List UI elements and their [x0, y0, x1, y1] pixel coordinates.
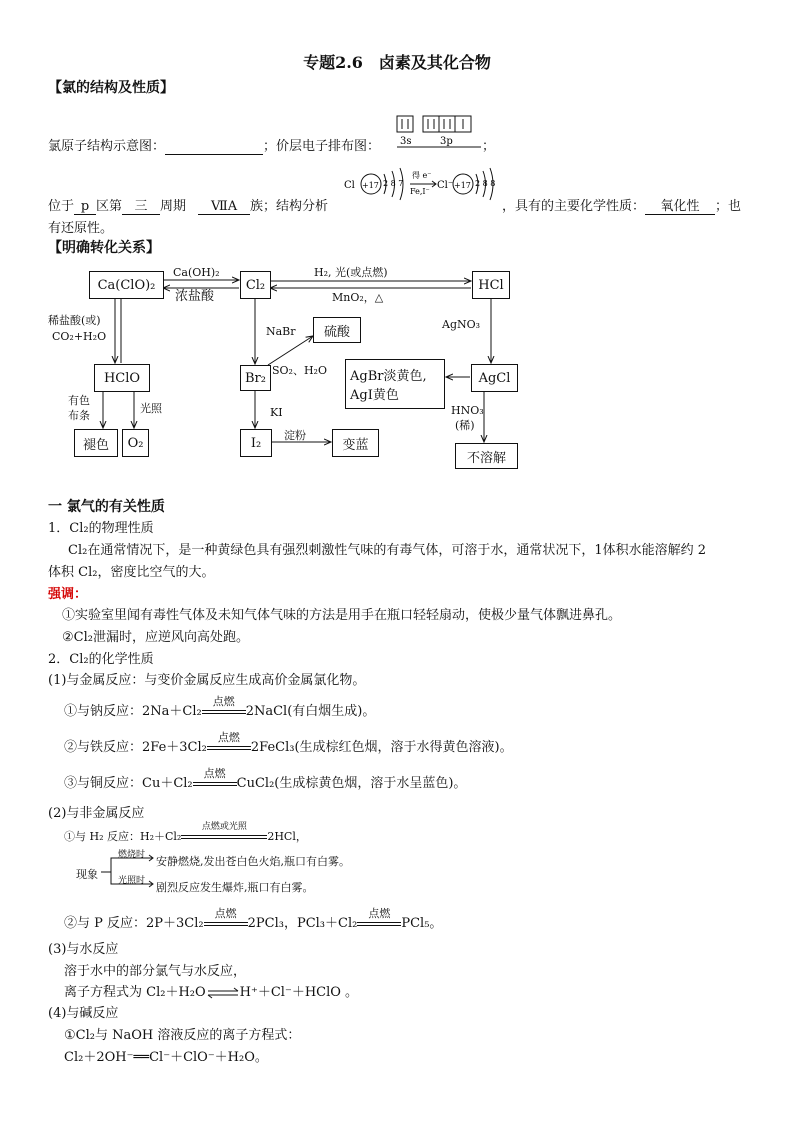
node-calcium-hypochlorite: Ca(ClO)₂	[89, 271, 164, 299]
label-starch: 淀粉	[284, 429, 306, 442]
section-header-conversion: 【明确转化关系】	[48, 240, 160, 256]
hydrogen-reactants: ①与 H₂ 反应：H₂＋Cl₂	[64, 830, 182, 843]
label-co2-h2o: CO₂+H₂O	[52, 330, 107, 343]
conversion-diagram	[0, 0, 794, 470]
emphasis-label: 强调：	[48, 587, 88, 602]
nucleus-label: +17	[362, 181, 379, 190]
node-agbr-agi	[345, 359, 445, 409]
block-answer: p	[74, 199, 96, 215]
heading-metal-reaction: (1)与金属反应：与变价金属反应生成高价金属氯化物。	[48, 673, 366, 688]
node-sulfuric-acid: 硫酸	[313, 317, 361, 343]
diagram-prompt: 氯原子结构示意图：	[48, 139, 166, 154]
node-faded: 褪色	[74, 429, 118, 457]
section-header-structure: 【氯的结构及性质】	[48, 80, 174, 96]
node-hcl: HCl	[472, 271, 510, 299]
condition-ignite: 点燃	[217, 731, 240, 744]
reaction-iron	[64, 731, 513, 755]
light-condition: 光照时	[118, 876, 146, 886]
phosphorus-reactants: ②与 P 反应：2P＋3Cl₂	[64, 916, 204, 931]
atom-label: Cl	[344, 180, 355, 191]
reaction-condition	[207, 731, 251, 755]
hydrogen-products: 2HCl，	[267, 830, 307, 843]
orbital-3s-label: 3s	[400, 136, 412, 147]
reaction-copper	[64, 767, 467, 791]
reaction-condition	[204, 907, 248, 931]
atom-shells: 2 8 7	[383, 179, 404, 188]
reaction-condition	[357, 907, 401, 931]
condition-ignite: 点燃	[368, 907, 391, 920]
equilibrium-arrow	[206, 987, 240, 999]
label-colored: 有色	[68, 394, 90, 407]
water-reactants: 离子方程式为 Cl₂＋H₂O	[64, 985, 206, 1000]
condition-ignite: 点燃	[212, 695, 235, 708]
reaction-sodium	[64, 695, 376, 719]
condition-ignite-or-light: 点燃或光照	[201, 822, 247, 832]
text-group: 族；结构分析	[250, 199, 329, 214]
water-text-2	[64, 981, 358, 1000]
heading-chlorine-properties: 一 氯气的有关性质	[48, 499, 165, 515]
reaction-phosphorus	[64, 907, 443, 931]
node-insoluble: 不溶解	[455, 443, 518, 469]
physical-text-1: Cl₂在通常情况下，是一种黄绿色具有强烈刺激性气味的有毒气体，可溶于水，通常状况下，1体积水能溶解约 2	[68, 543, 706, 558]
period-answer: 三	[122, 195, 160, 215]
label-conc-hcl: 浓盐酸	[175, 289, 215, 304]
reaction-condition	[202, 695, 246, 719]
light-phenomenon: 剧烈反应发生爆炸,瓶口有白雾。	[156, 881, 314, 894]
node-oxygen: O₂	[122, 429, 149, 457]
label-dilute: (稀)	[455, 419, 475, 432]
label-ki: KI	[270, 406, 283, 419]
label-hno3: HNO₃	[451, 404, 484, 417]
ion-nucleus-label: +17	[454, 181, 471, 190]
base-text-1: ①Cl₂与 NaOH 溶液反应的离子方程式：	[64, 1028, 301, 1043]
reaction-condition	[181, 822, 267, 843]
structure-line-3: 有还原性。	[48, 221, 114, 236]
text-period: 周期	[160, 199, 187, 214]
label-caoh2: Ca(OH)₂	[173, 266, 220, 279]
sodium-reactants: ①与钠反应：2Na＋Cl₂	[64, 704, 202, 719]
label-mno2: MnO₂，△	[332, 291, 384, 304]
water-products: H⁺＋Cl⁻＋HClO 。	[239, 985, 359, 1000]
heading-base-reaction: (4)与碱反应	[48, 1006, 119, 1021]
property-answer: 氧化性	[645, 195, 715, 215]
phenomenon-label: 现象	[76, 868, 98, 881]
label-cloth: 布条	[68, 409, 90, 422]
condition-ignite: 点燃	[214, 907, 237, 920]
sodium-products: 2NaCl(有白烟生成)。	[245, 704, 376, 719]
node-chlorine: Cl₂	[240, 271, 271, 299]
base-equation: Cl₂＋2OH⁻══Cl⁻＋ClO⁻＋H₂O。	[64, 1050, 268, 1065]
phosphorus-mid: 2PCl₃，PCl₃＋Cl₂	[247, 916, 358, 931]
text-position: 位于	[48, 199, 75, 214]
emphasis-1: ①实验室里闻有毒性气体及未知气体气味的方法是用手在瓶口轻轻扇动，使极少量气体飘进鼻孔。	[62, 608, 622, 623]
node-hclo: HClO	[94, 364, 150, 392]
heading-physical: 1．Cl₂的物理性质	[48, 521, 154, 536]
text-block: 区第	[96, 199, 123, 214]
physical-text-2: 体积 Cl₂，密度比空气的大。	[48, 565, 215, 580]
iron-products: 2FeCl₃(生成棕红色烟，溶于水得黄色溶液)。	[250, 740, 513, 755]
group-answer: ⅦA	[198, 199, 250, 215]
text-property: ，具有的主要化学性质：	[502, 199, 646, 214]
water-text-1: 溶于水中的部分氯气与水反应，	[64, 964, 247, 979]
heading-nonmetal-reaction: (2)与非金属反应	[48, 806, 145, 821]
orbital-prompt: ；价层电子排布图：	[263, 139, 381, 154]
node-agcl: AgCl	[471, 364, 518, 392]
node-bromine: Br₂	[240, 365, 271, 391]
agbr-label: AgBr淡黄色,	[350, 369, 427, 384]
gain-from-label: Fe,I⁻	[410, 187, 430, 196]
node-turns-blue: 变蓝	[332, 429, 379, 457]
agi-label: AgI黄色	[350, 388, 399, 403]
label-agno3: AgNO₃	[442, 318, 481, 331]
burning-condition: 燃烧时	[118, 850, 146, 860]
ion-shells: 2 8 8	[475, 179, 496, 188]
label-nabr: NaBr	[266, 325, 296, 338]
label-dilute-hcl: 稀盐酸(或)	[48, 314, 101, 327]
reaction-hydrogen	[64, 822, 307, 844]
copper-products: CuCl₂(生成棕黄色烟，溶于水呈蓝色)。	[236, 776, 467, 791]
text-also: ；也	[715, 199, 742, 214]
reaction-condition	[193, 767, 237, 791]
heading-water-reaction: (3)与水反应	[48, 942, 119, 957]
page-title: 专题2.6 卤素及其化合物	[303, 53, 491, 72]
heading-chemical: 2．Cl₂的化学性质	[48, 652, 154, 667]
gain-electron-label: 得 e⁻	[412, 171, 432, 180]
phosphorus-products: PCl₅。	[401, 916, 443, 931]
condition-ignite: 点燃	[203, 767, 226, 780]
label-so2-h2o: SO₂、H₂O	[272, 364, 327, 377]
label-h2-light: H₂, 光(或点燃)	[314, 266, 388, 279]
label-light: 光照	[140, 402, 162, 415]
burning-phenomenon: 安静燃烧,发出苍白色火焰,瓶口有白雾。	[156, 855, 350, 868]
orbital-3p-label: 3p	[440, 136, 453, 147]
node-iodine: I₂	[240, 429, 272, 457]
ion-label: Cl⁻	[437, 180, 454, 191]
semicolon: ；	[482, 139, 496, 154]
iron-reactants: ②与铁反应：2Fe＋3Cl₂	[64, 740, 207, 755]
copper-reactants: ③与铜反应：Cu＋Cl₂	[64, 776, 193, 791]
emphasis-2: ②Cl₂泄漏时，应逆风向高处跑。	[62, 630, 249, 645]
